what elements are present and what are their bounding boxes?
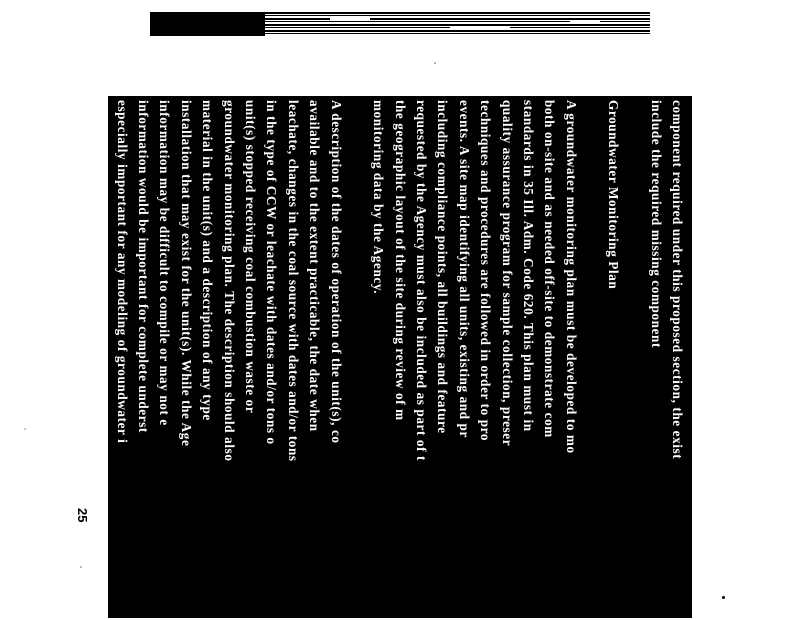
paragraph-line: and input into a groundwater model of the site will yie	[50, 100, 66, 438]
scan-header-artifact	[150, 12, 650, 36]
header-gap	[570, 21, 600, 23]
paragraph-line: information may be difficult to compile or may not e	[157, 100, 173, 426]
paragraph-line: events. A site map identifying all units, existing and pr	[456, 100, 472, 438]
paragraph-line: in the type of CCW or leachate with dates and/or tons o	[264, 100, 280, 445]
header-solid-block	[150, 12, 265, 36]
paragraph-line: models generally require large amounts of input data. S	[71, 100, 87, 446]
intro-line: component required under this proposed section, the exist	[670, 100, 685, 460]
scan-speck	[722, 596, 725, 599]
paragraph-line: standards in 35 Ill. Adm. Code 620. This plan must in	[520, 100, 536, 432]
paragraph-line: especially important for any modeling of groundwater i	[114, 100, 130, 444]
paragraph-line: including compliance points, all buildings and feature	[435, 100, 451, 434]
paragraph-line: monitoring data by the Agency.	[371, 100, 387, 295]
paragraph-line: quality assurance program for sample collection, preser	[499, 100, 515, 447]
header-gap	[330, 18, 370, 20]
paragraph-line: to a lack of site specific data.	[7, 100, 23, 280]
paragraph-line: information would be important for complete underst	[136, 100, 152, 433]
scan-speck	[80, 566, 82, 568]
paragraph-line: groundwater monitoring plan. The description should also	[221, 100, 237, 462]
paragraph-line: requested by the Agency must also be included as part of t	[413, 100, 429, 461]
scan-speck	[434, 62, 436, 64]
paragraph-line: techniques and procedures are followed in order to pro	[478, 100, 494, 442]
paragraph-line: prediction of future conditions, as compared to input para	[29, 100, 45, 462]
paragraph-line: A groundwater monitoring plan must be developed to mo	[563, 100, 579, 454]
paragraph-line: both on-site and as needed off-site to demonstrate com	[542, 100, 558, 438]
line-gap	[624, 100, 645, 620]
paragraph-line: unit(s) stopped receiving coal combustion waste or	[243, 100, 259, 414]
header-line-pattern	[265, 12, 650, 36]
paragraph-line: installation that may exist for the unit(s). While the Age	[178, 100, 194, 447]
paragraph-line: material in the unit(s) and a description of any type	[200, 100, 216, 421]
paragraph-line: predictions of expected extent of any groundwater plume c	[93, 100, 109, 464]
paragraph-line: the geographic layout of the site during review of m	[392, 100, 408, 421]
paragraph-line: A description of the dates of operation of the unit(s), co	[328, 100, 344, 444]
line-gap	[347, 100, 368, 620]
page-number: 25	[75, 508, 90, 523]
scan-speck	[24, 428, 26, 430]
paragraph-line: leachate, changes in the coal source with dates and/or tons	[285, 100, 301, 462]
paragraph-line: available and to the extent practicable, the date when	[307, 100, 323, 432]
header-gap	[450, 26, 510, 28]
section-heading: Groundwater Monitoring Plan	[606, 100, 622, 290]
intro-line: include the required missing component	[648, 100, 664, 348]
